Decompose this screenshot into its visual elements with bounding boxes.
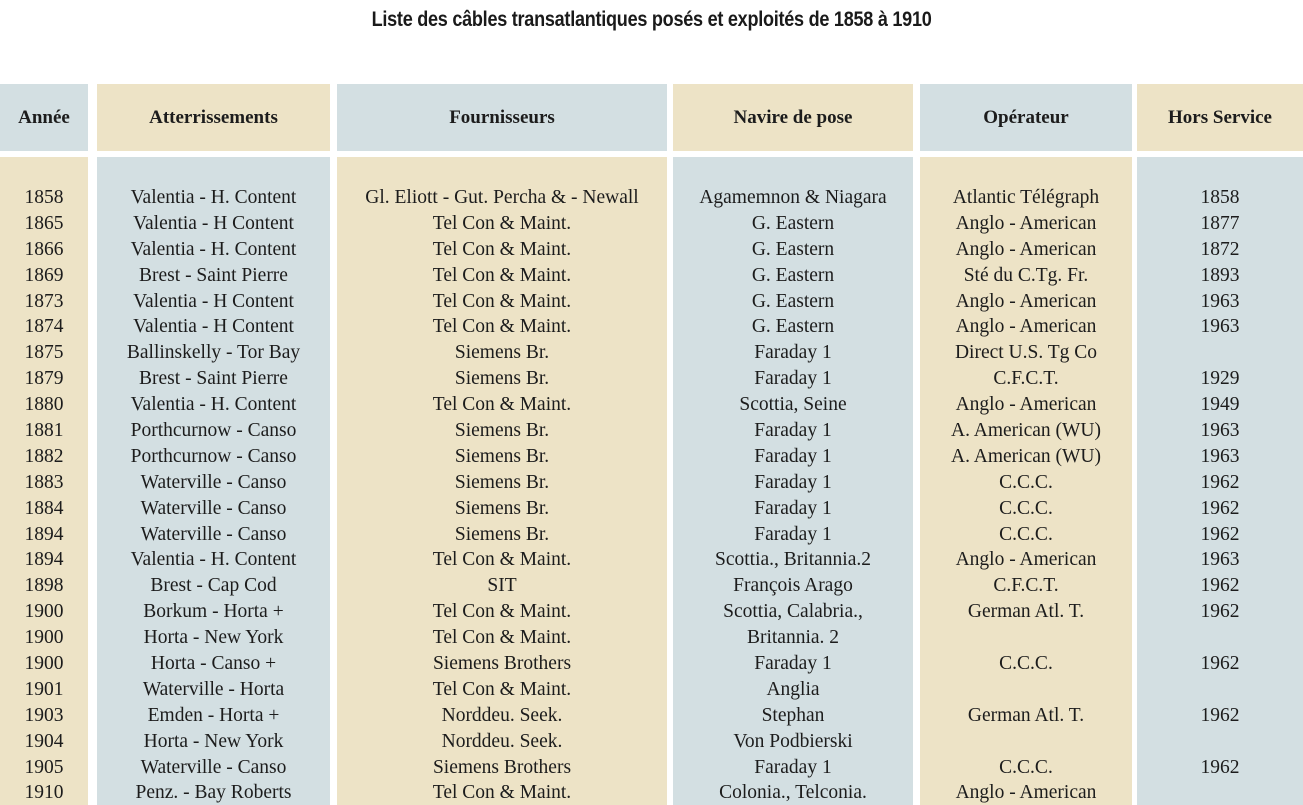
cell-hors-service: 1963 — [1200, 549, 1240, 571]
cell-navire-de-pose: Anglia — [766, 678, 820, 700]
cell-operateur: C.C.C. — [999, 653, 1053, 675]
header-hors-service: Hors Service — [1137, 84, 1303, 151]
cell-navire-de-pose: G. Eastern — [751, 316, 835, 338]
cell-annee: 1879 — [24, 368, 64, 390]
cell-fournisseurs: Norddeu. Seek. — [441, 730, 563, 752]
header-fournisseurs: Fournisseurs — [337, 84, 667, 151]
cell-atterrissements: Valentia - H. Content — [130, 394, 297, 416]
cell-fournisseurs: Tel Con & Maint. — [432, 549, 572, 571]
cell-fournisseurs: Tel Con & Maint. — [432, 212, 572, 234]
cell-atterrissements: Brest - Cap Cod — [150, 575, 277, 597]
table-row — [0, 418, 1303, 444]
cell-atterrissements: Waterville - Canso — [140, 497, 287, 519]
cell-hors-service: 1963 — [1200, 290, 1240, 312]
cell-fournisseurs: Siemens Br. — [454, 445, 550, 467]
table-row — [0, 573, 1303, 599]
header-operateur: Opérateur — [920, 84, 1132, 151]
cell-atterrissements: Valentia - H Content — [133, 316, 294, 338]
cell-navire-de-pose: G. Eastern — [751, 290, 835, 312]
table-row — [0, 547, 1303, 573]
cell-annee: 1883 — [24, 471, 64, 493]
cell-annee: 1873 — [24, 290, 64, 312]
table-row — [0, 237, 1303, 263]
cell-operateur: C.C.C. — [999, 756, 1053, 778]
table-row — [0, 314, 1303, 340]
cell-hors-service: 1962 — [1200, 497, 1240, 519]
cell-fournisseurs: Siemens Brothers — [432, 756, 572, 778]
cell-operateur: C.C.C. — [999, 523, 1053, 545]
cell-atterrissements: Waterville - Canso — [140, 756, 287, 778]
cell-hors-service — [1137, 625, 1303, 651]
table-row — [0, 496, 1303, 522]
cell-operateur: Anglo - American — [955, 290, 1097, 312]
cell-hors-service — [1137, 340, 1303, 366]
cell-annee: 1874 — [24, 316, 64, 338]
cell-annee: 1865 — [24, 212, 64, 234]
cell-fournisseurs: Siemens Brothers — [432, 653, 572, 675]
cell-atterrissements: Valentia - H Content — [133, 212, 294, 234]
cell-navire-de-pose: G. Eastern — [751, 238, 835, 260]
cell-atterrissements: Valentia - H. Content — [130, 187, 297, 208]
cell-navire-de-pose: Faraday 1 — [754, 420, 832, 442]
cell-operateur: A. American (WU) — [951, 420, 1101, 442]
cell-navire-de-pose: Scottia., Britannia.2 — [715, 549, 871, 571]
cell-operateur: Anglo - American — [955, 394, 1097, 416]
cell-fournisseurs: Tel Con & Maint. — [432, 678, 572, 700]
cell-navire-de-pose: Agamemnon & Niagara — [699, 187, 887, 208]
cell-atterrissements: Waterville - Horta — [142, 678, 285, 700]
cell-navire-de-pose: Faraday 1 — [754, 653, 832, 675]
cell-fournisseurs: Tel Con & Maint. — [432, 316, 572, 338]
cell-navire-de-pose: Britannia. 2 — [746, 627, 840, 649]
page-title: Liste des câbles transatlantiques posés et exploités de 1858 à 1910 — [371, 8, 932, 31]
cell-hors-service: 1877 — [1200, 212, 1240, 234]
cell-atterrissements: Brest - Saint Pierre — [139, 368, 288, 390]
table-row — [0, 780, 1303, 805]
cell-fournisseurs: Tel Con & Maint. — [432, 782, 572, 804]
cell-navire-de-pose: Faraday 1 — [754, 342, 832, 364]
cell-fournisseurs: Siemens Br. — [454, 497, 550, 519]
cell-fournisseurs: Tel Con & Maint. — [432, 394, 572, 416]
cell-fournisseurs: Siemens Br. — [454, 523, 550, 545]
cell-navire-de-pose: Faraday 1 — [754, 471, 832, 493]
table-row — [0, 444, 1303, 470]
cell-navire-de-pose: Scottia, Seine — [739, 394, 847, 416]
cell-annee: 1882 — [24, 445, 64, 467]
cell-operateur: Atlantic Télégraph — [952, 187, 1100, 208]
cell-annee: 1905 — [24, 756, 64, 778]
cell-hors-service: 1858 — [1200, 187, 1240, 208]
cell-operateur: Anglo - American — [955, 549, 1097, 571]
table-row — [0, 470, 1303, 496]
cell-fournisseurs: Siemens Br. — [454, 342, 550, 364]
cell-hors-service: 1963 — [1200, 316, 1240, 338]
cell-atterrissements: Valentia - H. Content — [130, 238, 297, 260]
cell-navire-de-pose: Faraday 1 — [754, 523, 832, 545]
cell-operateur: Anglo - American — [955, 316, 1097, 338]
cell-atterrissements: Waterville - Canso — [140, 471, 287, 493]
cell-hors-service: 1962 — [1200, 523, 1240, 545]
cell-hors-service: 1963 — [1200, 420, 1240, 442]
cell-annee: 1900 — [24, 601, 64, 623]
cell-operateur: Direct U.S. Tg Co — [954, 342, 1098, 364]
cell-annee: 1894 — [24, 523, 64, 545]
cell-fournisseurs: Tel Con & Maint. — [432, 290, 572, 312]
cell-operateur: Anglo - American — [955, 782, 1097, 804]
cell-fournisseurs: Siemens Br. — [454, 368, 550, 390]
table-row — [0, 392, 1303, 418]
cell-fournisseurs: SIT — [487, 575, 517, 597]
cell-annee: 1880 — [24, 394, 64, 416]
cell-atterrissements: Penz. - Bay Roberts — [135, 782, 292, 804]
cell-navire-de-pose: Faraday 1 — [754, 445, 832, 467]
cell-navire-de-pose: Faraday 1 — [754, 756, 832, 778]
table-row — [0, 703, 1303, 729]
cell-operateur: Sté du C.Tg. Fr. — [963, 264, 1089, 286]
table-row — [0, 522, 1303, 548]
cell-annee: 1894 — [24, 549, 64, 571]
cell-annee: 1869 — [24, 264, 64, 286]
cell-navire-de-pose: Von Podbierski — [733, 730, 853, 752]
cell-navire-de-pose: Faraday 1 — [754, 497, 832, 519]
cell-fournisseurs: Tel Con & Maint. — [432, 264, 572, 286]
cell-operateur: German Atl. T. — [967, 704, 1085, 726]
cell-annee: 1875 — [24, 342, 64, 364]
cell-operateur — [920, 625, 1132, 651]
cell-atterrissements: Valentia - H. Content — [130, 549, 297, 571]
table-row — [0, 366, 1303, 392]
cell-atterrissements: Brest - Saint Pierre — [139, 264, 288, 286]
table-row — [0, 185, 1303, 211]
cell-atterrissements: Porthcurnow - Canso — [130, 445, 297, 467]
table-row — [0, 625, 1303, 651]
cell-hors-service: 1963 — [1200, 445, 1240, 467]
cell-operateur: C.C.C. — [999, 471, 1053, 493]
cell-fournisseurs: Norddeu. Seek. — [441, 704, 563, 726]
cell-annee: 1901 — [24, 678, 64, 700]
header-atterrissements: Atterrissements — [97, 84, 330, 151]
table-row — [0, 677, 1303, 703]
cell-atterrissements: Horta - New York — [143, 627, 284, 649]
table-row — [0, 651, 1303, 677]
cell-annee: 1910 — [24, 782, 64, 804]
cell-atterrissements: Horta - New York — [143, 730, 284, 752]
cell-annee: 1900 — [24, 653, 64, 675]
cell-navire-de-pose: Colonia., Telconia. — [719, 782, 867, 804]
cell-navire-de-pose: François Arago — [733, 575, 853, 597]
cell-hors-service: 1929 — [1200, 368, 1240, 390]
table-row — [0, 599, 1303, 625]
cell-fournisseurs: Gl. Eliott - Gut. Percha & - Newall — [365, 187, 639, 208]
cell-hors-service — [1137, 780, 1303, 805]
table-row — [0, 289, 1303, 315]
cable-table-body — [0, 185, 1303, 805]
cell-operateur: Anglo - American — [955, 238, 1097, 260]
cell-navire-de-pose: Stephan — [761, 704, 825, 726]
cell-hors-service: 1962 — [1200, 471, 1240, 493]
cell-operateur: C.F.C.T. — [993, 575, 1059, 597]
header-annee: Année — [0, 84, 88, 151]
cell-annee: 1904 — [24, 730, 64, 752]
cell-annee: 1881 — [24, 420, 64, 442]
cell-annee: 1858 — [24, 187, 64, 208]
cell-atterrissements: Waterville - Canso — [140, 523, 287, 545]
cell-navire-de-pose: Scottia, Calabria., — [723, 601, 863, 623]
cell-hors-service: 1893 — [1200, 264, 1240, 286]
cell-hors-service: 1962 — [1200, 601, 1240, 623]
cell-hors-service: 1962 — [1200, 704, 1240, 726]
cell-fournisseurs: Siemens Br. — [454, 420, 550, 442]
cell-atterrissements: Valentia - H Content — [133, 290, 294, 312]
table-row — [0, 340, 1303, 366]
cell-operateur — [920, 729, 1132, 755]
cell-atterrissements: Porthcurnow - Canso — [130, 420, 297, 442]
cell-atterrissements: Horta - Canso + — [150, 653, 277, 675]
cell-atterrissements: Ballinskelly - Tor Bay — [126, 342, 301, 364]
cell-fournisseurs: Tel Con & Maint. — [432, 238, 572, 260]
cell-navire-de-pose: G. Eastern — [751, 212, 835, 234]
cell-annee: 1898 — [24, 575, 64, 597]
cell-fournisseurs: Tel Con & Maint. — [432, 601, 572, 623]
cell-hors-service: 1872 — [1200, 238, 1240, 260]
cell-fournisseurs: Tel Con & Maint. — [432, 627, 572, 649]
cell-annee: 1900 — [24, 627, 64, 649]
table-row — [0, 263, 1303, 289]
table-row — [0, 755, 1303, 781]
cell-hors-service — [1137, 729, 1303, 755]
cell-hors-service: 1962 — [1200, 756, 1240, 778]
cell-hors-service: 1962 — [1200, 575, 1240, 597]
cell-operateur: Anglo - American — [955, 212, 1097, 234]
cell-atterrissements: Emden - Horta + — [147, 704, 280, 726]
cell-atterrissements: Borkum - Horta + — [143, 601, 284, 623]
table-row — [0, 729, 1303, 755]
cell-annee: 1866 — [24, 238, 64, 260]
cell-hors-service: 1949 — [1200, 394, 1240, 416]
cell-operateur: A. American (WU) — [951, 445, 1101, 467]
cell-operateur: German Atl. T. — [967, 601, 1085, 623]
cell-operateur — [920, 677, 1132, 703]
header-navire-de-pose: Navire de pose — [673, 84, 913, 151]
table-row — [0, 211, 1303, 237]
cell-annee: 1903 — [24, 704, 64, 726]
cell-operateur: C.C.C. — [999, 497, 1053, 519]
cell-hors-service — [1137, 677, 1303, 703]
cell-hors-service: 1962 — [1200, 653, 1240, 675]
cell-operateur: C.F.C.T. — [993, 368, 1059, 390]
cell-annee: 1884 — [24, 497, 64, 519]
cell-navire-de-pose: G. Eastern — [751, 264, 835, 286]
cell-fournisseurs: Siemens Br. — [454, 471, 550, 493]
cell-navire-de-pose: Faraday 1 — [754, 368, 832, 390]
